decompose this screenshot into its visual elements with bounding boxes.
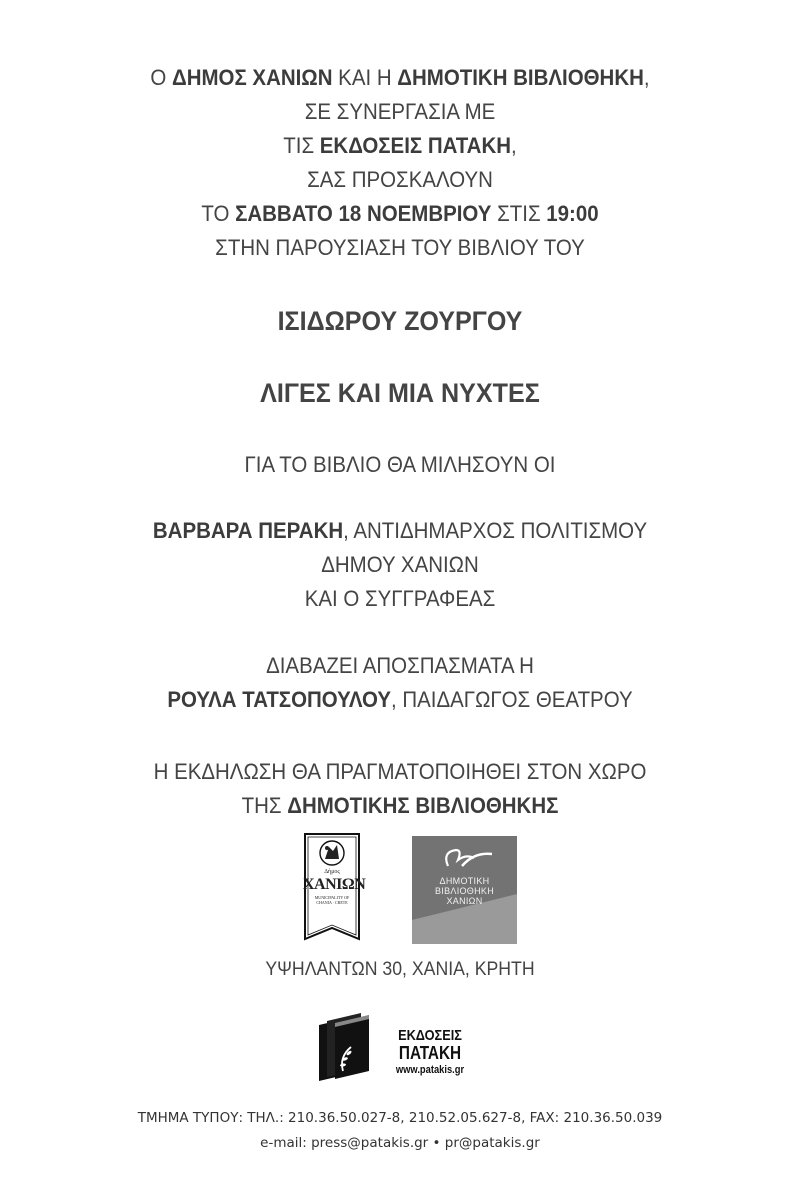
email-contact: e-mail: press@patakis.gr • pr@patakis.gr — [260, 1135, 540, 1151]
author-name: ΙΣΙΔΩΡΟΥ ΖΟΥΡΓΟΥ — [277, 306, 523, 336]
reading-line-2 — [28, 686, 772, 714]
speakers-intro: ΓΙΑ ΤΟ ΒΙΒΛΙΟ ΘΑ ΜΙΛΗΣΟΥΝ ΟΙ — [244, 452, 556, 477]
text-fragment: ΤΗΣ — [241, 793, 288, 818]
invite-line-4: ΣΑΣ ΠΡΟΣΚΑΛΟΥΝ — [307, 167, 493, 192]
text-fragment: , — [511, 133, 517, 158]
text-fragment: Ο — [150, 65, 173, 90]
venue-line-1: Η ΕΚΔΗΛΩΣΗ ΘΑ ΠΡΑΓΜΑΤΟΠΟΙΗΘΕΙ ΣΤΟΝ ΧΩΡΟ — [153, 759, 647, 784]
event-time: 19:00 — [546, 201, 599, 226]
reader-name: ΡΟΥΛΑ ΤΑΤΣΟΠΟΥΛΟΥ — [167, 687, 392, 712]
library-logo-text — [412, 876, 517, 906]
library-text-1: ΔΗΜΟΤΙΚΗ — [439, 876, 490, 886]
venue-name: ΔΗΜΟΤΙΚΗΣ ΒΙΒΛΙΟΘΗΚΗΣ — [287, 793, 559, 818]
organizer-library: ΔΗΜΟΤΙΚΗ ΒΙΒΛΙΟΘΗΚΗ — [397, 65, 644, 90]
municipality-logo — [303, 833, 366, 947]
reading-line-1: ΔΙΑΒΑΖΕΙ ΑΠΟΣΠΑΣΜΑΤΑ Η — [266, 653, 534, 678]
text-fragment: ΤΟ — [201, 201, 236, 226]
invite-line-2: ΣΕ ΣΥΝΕΡΓΑΣΙΑ ΜΕ — [304, 99, 496, 124]
venue-address: ΥΨΗΛΑΝΤΩΝ 30, ΧΑΝΙΑ, ΚΡΗΤΗ — [265, 959, 535, 980]
event-date: ΣΑΒΒΑΤΟ 18 ΝΟΕΜΒΡΙΟΥ — [235, 201, 492, 226]
text-fragment: ΚΑΙ Η — [332, 65, 398, 90]
municipality-sub-2: CHANIA · CRETE — [316, 900, 348, 905]
library-text-3: ΧΑΝΙΩΝ — [446, 896, 483, 906]
publisher-name-2: ΠΑΤΑΚΗ — [398, 1043, 462, 1063]
press-contact: ΤΜΗΜΑ ΤΥΠΟΥ: ΤΗΛ.: 210.36.50.027-8, 210.52.05.627-8, FAX: 210.36.50.039 — [137, 1110, 663, 1126]
text-fragment: ΣΤΙΣ — [491, 201, 547, 226]
library-text-2: ΒΙΒΛΙΟΘΗΚΗ — [434, 886, 495, 896]
speaker-1-role-cont: ΔΗΜΟΥ ΧΑΝΙΩΝ — [321, 552, 479, 577]
reader-role: , ΠΑΙΔΑΓΩΓΟΣ ΘΕΑΤΡΟΥ — [391, 687, 633, 712]
venue-line-2 — [28, 792, 772, 820]
invite-line-6: ΣΤΗΝ ΠΑΡΟΥΣΙΑΣΗ ΤΟΥ ΒΙΒΛΙΟΥ ΤΟΥ — [215, 235, 585, 260]
organizer-municipality: ΔΗΜΟΣ ΧΑΝΙΩΝ — [172, 65, 333, 90]
publisher-url: www.patakis.gr — [395, 1064, 465, 1076]
library-logo — [412, 836, 517, 944]
organizer-publisher: ΕΚΔΟΣΕΙΣ ΠΑΤΑΚΗ — [319, 133, 512, 158]
books-icon — [313, 1013, 379, 1083]
municipality-sub-1: MUNICIPALITY OF — [314, 895, 350, 900]
speaker-1 — [28, 517, 772, 545]
text-fragment: ΤΙΣ — [283, 133, 320, 158]
invite-line-5 — [28, 200, 772, 228]
invite-line-1 — [28, 64, 772, 92]
invite-line-3 — [28, 132, 772, 160]
municipality-name: ΧΑΝΙΩΝ — [303, 876, 366, 893]
publisher-name-1: ΕΚΔΟΣΕΙΣ — [398, 1027, 462, 1044]
speaker-2: ΚΑΙ Ο ΣΥΓΓΡΑΦΕΑΣ — [304, 586, 496, 611]
text-fragment: , — [643, 65, 650, 90]
speaker-1-role: , ΑΝΤΙΔΗΜΑΡΧΟΣ ΠΟΛΙΤΙΣΜΟΥ — [343, 518, 648, 543]
speaker-1-name: ΒΑΡΒΑΡΑ ΠΕΡΑΚΗ — [152, 518, 344, 543]
municipality-small-label: Δήμος — [324, 869, 340, 875]
publisher-logo — [313, 1013, 483, 1083]
book-title: ΛΙΓΕΣ ΚΑΙ ΜΙΑ ΝΥΧΤΕΣ — [260, 378, 540, 408]
